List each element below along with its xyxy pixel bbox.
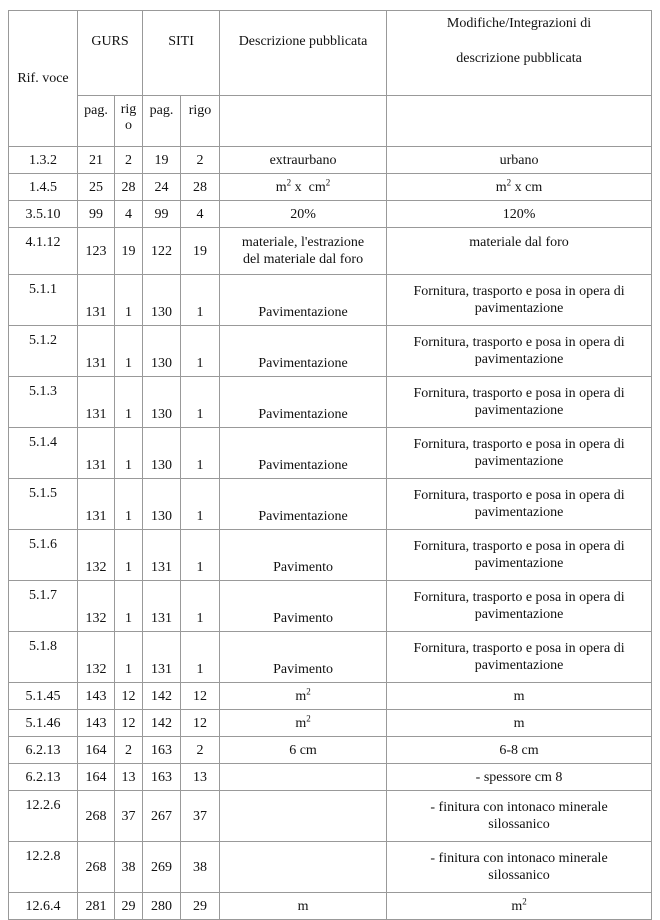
cell-modifiche-line2: pavimentazione	[474, 403, 564, 418]
cell-modifiche-line2: pavimentazione	[474, 505, 564, 520]
cell-modifiche	[387, 275, 652, 326]
cell-gurs-rigo: 1	[115, 377, 143, 428]
subheader-row	[9, 96, 652, 147]
cell-rif: 5.1.7	[9, 581, 78, 632]
cell-gurs-pag: 281	[78, 893, 115, 920]
subheader-gurs-rigo-line1: rig	[120, 102, 137, 117]
cell-siti-pag: 130	[143, 428, 181, 479]
cell-siti-rigo: 29	[181, 893, 220, 920]
cell-modifiche: 120%	[387, 201, 652, 228]
cell-modifiche	[387, 428, 652, 479]
cell-siti-pag: 163	[143, 737, 181, 764]
cell-siti-rigo: 28	[181, 174, 220, 201]
cell-rif: 5.1.1	[9, 275, 78, 326]
cell-gurs-pag: 143	[78, 710, 115, 737]
subheader-gurs-rigo-line2: o	[125, 118, 132, 133]
cell-siti-rigo: 38	[181, 842, 220, 893]
cell-gurs-rigo: 38	[115, 842, 143, 893]
cell-gurs-rigo: 1	[115, 428, 143, 479]
cell-gurs-rigo: 1	[115, 326, 143, 377]
errata-table	[8, 10, 652, 920]
cell-rif: 5.1.8	[9, 632, 78, 683]
cell-gurs-rigo: 1	[115, 275, 143, 326]
cell-gurs-pag: 132	[78, 581, 115, 632]
cell-siti-pag: 131	[143, 530, 181, 581]
cell-descrizione	[220, 683, 387, 710]
cell-siti-pag: 142	[143, 683, 181, 710]
cell-modifiche-line1: - finitura con intonaco minerale	[430, 851, 608, 866]
cell-modifiche-line1: Fornitura, trasporto e posa in opera di	[413, 437, 625, 452]
cell-descrizione-line1: materiale, l'estrazione	[241, 235, 365, 250]
cell-siti-pag: 131	[143, 632, 181, 683]
cell-siti-rigo: 2	[181, 737, 220, 764]
cell-modifiche	[387, 632, 652, 683]
cell-descrizione: Pavimento	[220, 530, 387, 581]
cell-descrizione: Pavimentazione	[220, 275, 387, 326]
cell-siti-rigo: 1	[181, 581, 220, 632]
cell-siti-rigo: 19	[181, 228, 220, 275]
cell-gurs-pag: 132	[78, 530, 115, 581]
cell-modifiche-line2: pavimentazione	[474, 556, 564, 571]
cell-gurs-pag: 268	[78, 842, 115, 893]
cell-gurs-rigo: 1	[115, 530, 143, 581]
cell-gurs-rigo: 28	[115, 174, 143, 201]
cell-modifiche-line2: pavimentazione	[474, 658, 564, 673]
mod-unit-sup: 2	[522, 895, 527, 906]
desc-unit-mid: x cm	[291, 179, 326, 195]
cell-modifiche	[387, 581, 652, 632]
cell-rif: 4.1.12	[9, 228, 78, 275]
table-row	[9, 893, 652, 920]
cell-descrizione: Pavimentazione	[220, 326, 387, 377]
cell-rif: 6.2.13	[9, 737, 78, 764]
cell-modifiche-line1: Fornitura, trasporto e posa in opera di	[413, 284, 625, 299]
cell-gurs-rigo: 2	[115, 147, 143, 174]
desc-unit-sup: 2	[306, 712, 311, 723]
cell-descrizione: Pavimentazione	[220, 428, 387, 479]
cell-modifiche-line1: Fornitura, trasporto e posa in opera di	[413, 539, 625, 554]
cell-rif: 5.1.46	[9, 710, 78, 737]
cell-modifiche	[387, 893, 652, 920]
cell-modifiche-line1: Fornitura, trasporto e posa in opera di	[413, 590, 625, 605]
cell-modifiche-line1: - finitura con intonaco minerale	[430, 800, 608, 815]
cell-modifiche	[387, 479, 652, 530]
cell-descrizione	[220, 842, 387, 893]
cell-modifiche: materiale dal foro	[387, 228, 652, 275]
cell-gurs-rigo: 1	[115, 581, 143, 632]
cell-siti-pag: 130	[143, 479, 181, 530]
cell-modifiche	[387, 530, 652, 581]
cell-descrizione	[220, 228, 387, 275]
header-descrizione: Descrizione pubblicata	[220, 11, 387, 96]
cell-gurs-pag: 131	[78, 275, 115, 326]
cell-gurs-rigo: 1	[115, 632, 143, 683]
header-modifiche	[387, 11, 652, 96]
cell-rif: 12.2.8	[9, 842, 78, 893]
cell-gurs-pag: 131	[78, 428, 115, 479]
cell-siti-pag: 280	[143, 893, 181, 920]
cell-modifiche-line1: Fornitura, trasporto e posa in opera di	[413, 335, 625, 350]
cell-rif: 1.4.5	[9, 174, 78, 201]
cell-gurs-rigo: 19	[115, 228, 143, 275]
cell-descrizione: Pavimentazione	[220, 377, 387, 428]
cell-siti-rigo: 12	[181, 683, 220, 710]
cell-rif: 5.1.2	[9, 326, 78, 377]
cell-gurs-pag: 164	[78, 764, 115, 791]
cell-rif: 12.6.4	[9, 893, 78, 920]
header-gurs: GURS	[78, 11, 143, 96]
subheader-empty-mod	[387, 96, 652, 147]
desc-unit-base: m	[295, 715, 307, 731]
header-modifiche-line2: descrizione pubblicata	[456, 51, 582, 66]
cell-siti-pag: 122	[143, 228, 181, 275]
cell-descrizione: 6 cm	[220, 737, 387, 764]
cell-modifiche-line1: Fornitura, trasporto e posa in opera di	[413, 386, 625, 401]
table-row	[9, 581, 652, 632]
header-rif-voce: Rif. voce	[9, 11, 78, 147]
cell-modifiche	[387, 326, 652, 377]
cell-gurs-pag: 131	[78, 326, 115, 377]
cell-gurs-rigo: 29	[115, 893, 143, 920]
cell-siti-rigo: 4	[181, 201, 220, 228]
cell-siti-rigo: 1	[181, 275, 220, 326]
cell-descrizione: Pavimentazione	[220, 479, 387, 530]
mod-unit-tail: x cm	[511, 179, 543, 195]
table-row	[9, 275, 652, 326]
cell-gurs-pag: 268	[78, 791, 115, 842]
cell-gurs-pag: 25	[78, 174, 115, 201]
cell-gurs-pag: 99	[78, 201, 115, 228]
cell-siti-pag: 19	[143, 147, 181, 174]
cell-siti-pag: 130	[143, 275, 181, 326]
cell-siti-pag: 99	[143, 201, 181, 228]
header-modifiche-line1: Modifiche/Integrazioni di	[446, 16, 592, 31]
cell-gurs-rigo: 1	[115, 479, 143, 530]
cell-siti-rigo: 12	[181, 710, 220, 737]
cell-siti-pag: 267	[143, 791, 181, 842]
subheader-empty-desc	[220, 96, 387, 147]
table-row	[9, 530, 652, 581]
cell-siti-rigo: 1	[181, 377, 220, 428]
table-row	[9, 147, 652, 174]
cell-modifiche	[387, 791, 652, 842]
cell-rif: 6.2.13	[9, 764, 78, 791]
desc-unit-sup: 2	[286, 176, 292, 187]
table-row	[9, 791, 652, 842]
cell-modifiche-line1: Fornitura, trasporto e posa in opera di	[413, 488, 625, 503]
desc-unit-base: m	[295, 688, 307, 704]
mod-unit-base: m	[495, 179, 507, 195]
cell-gurs-pag: 131	[78, 377, 115, 428]
cell-modifiche-line1: Fornitura, trasporto e posa in opera di	[413, 641, 625, 656]
cell-descrizione-line2: del materiale dal foro	[242, 252, 364, 267]
table-row	[9, 201, 652, 228]
cell-siti-rigo: 2	[181, 147, 220, 174]
cell-rif: 5.1.3	[9, 377, 78, 428]
cell-rif: 5.1.5	[9, 479, 78, 530]
table-row	[9, 737, 652, 764]
cell-siti-rigo: 37	[181, 791, 220, 842]
cell-modifiche: - spessore cm 8	[387, 764, 652, 791]
mod-unit-base: m	[511, 898, 523, 914]
cell-gurs-pag: 164	[78, 737, 115, 764]
cell-modifiche: m	[387, 710, 652, 737]
cell-descrizione	[220, 791, 387, 842]
cell-descrizione	[220, 174, 387, 201]
mod-unit-sup: 2	[506, 176, 512, 187]
table-row	[9, 632, 652, 683]
cell-siti-rigo: 13	[181, 764, 220, 791]
cell-gurs-rigo: 2	[115, 737, 143, 764]
cell-rif: 12.2.6	[9, 791, 78, 842]
cell-modifiche-line2: pavimentazione	[474, 454, 564, 469]
subheader-gurs-rigo	[115, 96, 143, 147]
cell-siti-pag: 269	[143, 842, 181, 893]
cell-descrizione	[220, 710, 387, 737]
cell-rif: 5.1.4	[9, 428, 78, 479]
cell-gurs-rigo: 4	[115, 201, 143, 228]
cell-rif: 1.3.2	[9, 147, 78, 174]
table-row	[9, 764, 652, 791]
cell-siti-pag: 142	[143, 710, 181, 737]
cell-descrizione: 20%	[220, 201, 387, 228]
subheader-gurs-pag: pag.	[78, 96, 115, 147]
table-row	[9, 479, 652, 530]
cell-gurs-rigo: 37	[115, 791, 143, 842]
table-row	[9, 842, 652, 893]
desc-unit-sup: 2	[306, 685, 311, 696]
cell-modifiche: 6-8 cm	[387, 737, 652, 764]
cell-rif: 5.1.45	[9, 683, 78, 710]
cell-siti-pag: 131	[143, 581, 181, 632]
cell-siti-pag: 130	[143, 326, 181, 377]
subheader-siti-rigo: rigo	[181, 96, 220, 147]
cell-siti-pag: 24	[143, 174, 181, 201]
cell-modifiche-line2: pavimentazione	[474, 301, 564, 316]
header-row	[9, 11, 652, 96]
cell-siti-rigo: 1	[181, 632, 220, 683]
cell-gurs-rigo: 13	[115, 764, 143, 791]
cell-siti-pag: 130	[143, 377, 181, 428]
cell-modifiche	[387, 174, 652, 201]
header-siti: SITI	[143, 11, 220, 96]
table-row	[9, 228, 652, 275]
cell-descrizione: Pavimento	[220, 581, 387, 632]
cell-descrizione: extraurbano	[220, 147, 387, 174]
cell-rif: 3.5.10	[9, 201, 78, 228]
subheader-siti-pag: pag.	[143, 96, 181, 147]
cell-modifiche	[387, 842, 652, 893]
table-row	[9, 710, 652, 737]
cell-siti-rigo: 1	[181, 428, 220, 479]
cell-modifiche-line2: pavimentazione	[474, 607, 564, 622]
cell-siti-rigo: 1	[181, 479, 220, 530]
cell-siti-rigo: 1	[181, 326, 220, 377]
cell-descrizione	[220, 764, 387, 791]
table-row	[9, 174, 652, 201]
cell-gurs-pag: 143	[78, 683, 115, 710]
desc-unit-base: m	[275, 179, 287, 195]
cell-modifiche: urbano	[387, 147, 652, 174]
cell-rif: 5.1.6	[9, 530, 78, 581]
cell-gurs-rigo: 12	[115, 683, 143, 710]
table-row	[9, 377, 652, 428]
table-row	[9, 428, 652, 479]
cell-descrizione: m	[220, 893, 387, 920]
cell-gurs-pag: 21	[78, 147, 115, 174]
table-row	[9, 326, 652, 377]
cell-modifiche	[387, 377, 652, 428]
cell-siti-pag: 163	[143, 764, 181, 791]
table-row	[9, 683, 652, 710]
cell-modifiche-line2: silossanico	[488, 817, 550, 832]
cell-gurs-pag: 123	[78, 228, 115, 275]
cell-modifiche-line2: silossanico	[488, 868, 550, 883]
cell-modifiche-line2: pavimentazione	[474, 352, 564, 367]
cell-gurs-pag: 131	[78, 479, 115, 530]
cell-modifiche: m	[387, 683, 652, 710]
cell-descrizione: Pavimento	[220, 632, 387, 683]
desc-unit-sup2: 2	[325, 176, 331, 187]
cell-gurs-rigo: 12	[115, 710, 143, 737]
cell-gurs-pag: 132	[78, 632, 115, 683]
cell-siti-rigo: 1	[181, 530, 220, 581]
